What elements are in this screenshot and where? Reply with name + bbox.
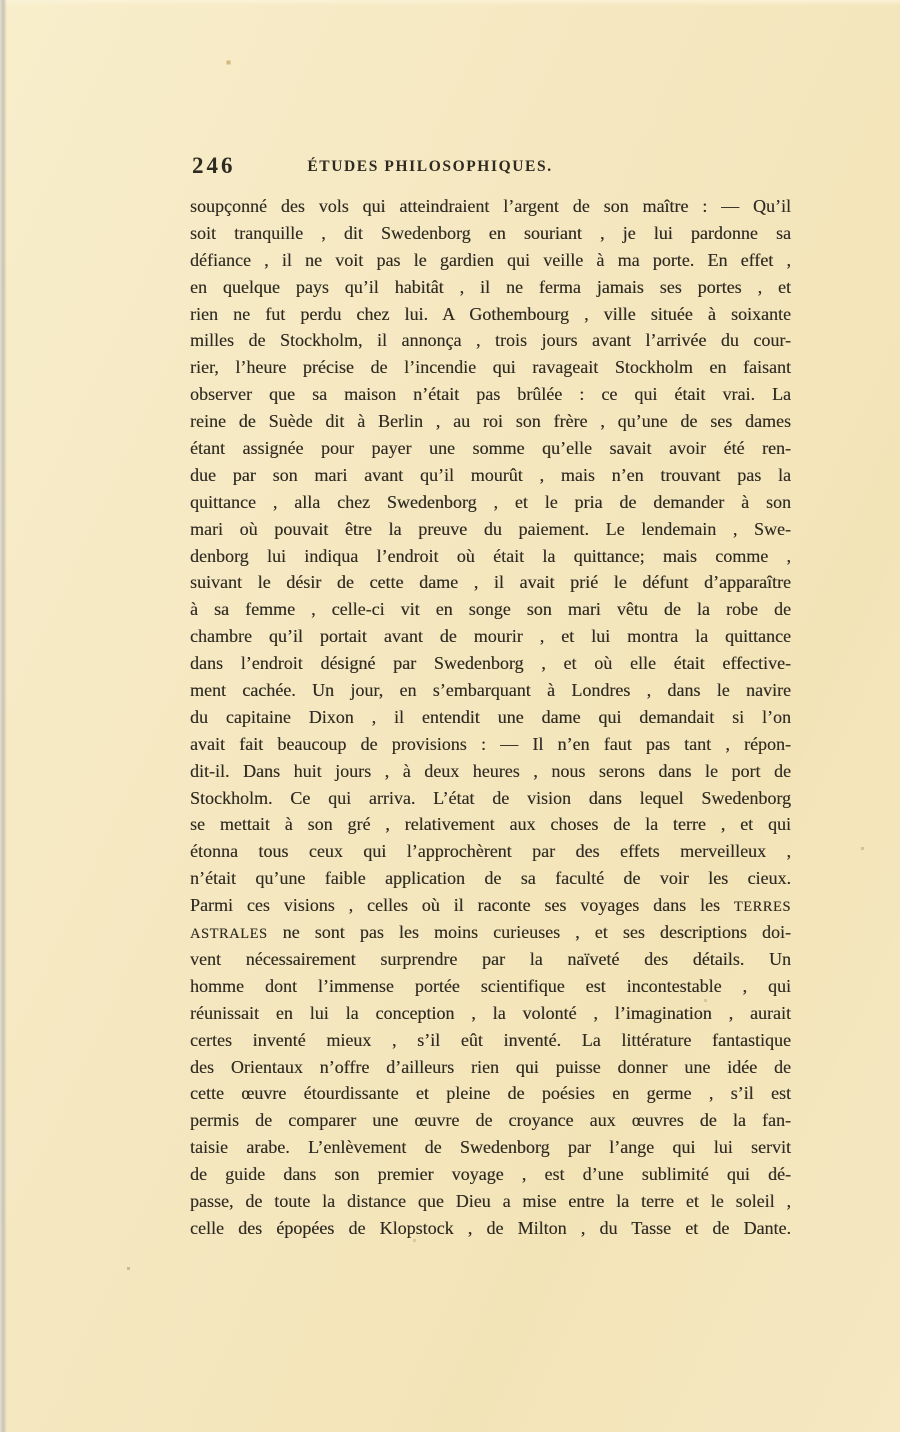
- text-line: denborg lui indiqua l’endroit où était la quittance; mais comme ,: [190, 545, 791, 566]
- text-line: Stockholm. Ce qui arriva. L’état de vision dans lequel Swedenborg: [190, 787, 791, 808]
- text-line: chambre qu’il portait avant de mourir , et lui montra la quittance: [190, 626, 791, 647]
- text-line: des Orientaux n’offre d’ailleurs rien qui puisse donner une idée de: [190, 1056, 791, 1077]
- text-line: soit tranquille , dit Swedenborg en souriant , je lui pardonne sa: [190, 222, 791, 243]
- text-line: de guide dans son premier voyage , est d’une sublimité qui dé-: [190, 1164, 791, 1185]
- page-edge-left: [0, 0, 7, 1432]
- text-line: défiance , il ne voit pas le gardien qui veille à ma porte. En effet ,: [190, 249, 791, 270]
- page-edge-top: [0, 0, 900, 6]
- page-header: [190, 152, 791, 186]
- text-line: dit-il. Dans huit jours , à deux heures , nous serons dans le port de: [190, 760, 791, 781]
- paper-speckles: [0, 0, 1, 1]
- text-line: homme dont l’immense portée scientifique est incontestable , qui: [190, 975, 791, 996]
- text-line: en quelque pays qu’il habitât , il ne ferma jamais ses portes , et: [190, 276, 791, 297]
- text-line: rien ne fut perdu chez lui. A Gothembourg , ville située à soixante: [190, 303, 791, 324]
- running-head: ÉTUDES PHILOSOPHIQUES.: [307, 158, 553, 175]
- text-line: celle des épopées de Klopstock , de Milton , du Tasse et de Dante.: [190, 1217, 791, 1238]
- text-line: du capitaine Dixon , il entendit une dame qui demandait si l’on: [190, 706, 791, 727]
- text-line: taisie arabe. L’enlèvement de Swedenborg par l’ange qui lui servit: [190, 1137, 791, 1158]
- text-line: étonna tous ceux qui l’approchèrent par des effets merveilleux ,: [190, 841, 791, 862]
- text-line: mari où pouvait être la preuve du paiement. Le lendemain , Swe-: [190, 518, 791, 539]
- text-line: réunissait en lui la conception , la volonté , l’imagination , aurait: [190, 1002, 791, 1023]
- text-line: vent nécessairement surprendre par la naïveté des détails. Un: [190, 948, 791, 969]
- text-line: quittance , alla chez Swedenborg , et le pria de demander à son: [190, 491, 791, 512]
- text-line: se mettait à son gré , relativement aux choses de la terre , et qui: [190, 814, 791, 835]
- text-line: observer que sa maison n’était pas brûlée : ce qui était vrai. La: [190, 384, 791, 405]
- text-line: à sa femme , celle-ci vit en songe son mari vêtu de la robe de: [190, 599, 791, 620]
- text-line: étant assignée pour payer une somme qu’elle savait avoir été ren-: [190, 438, 791, 459]
- text-line: dans l’endroit désigné par Swedenborg , et où elle était effective-: [190, 653, 791, 674]
- text-line: avait fait beaucoup de provisions : — Il n’en faut pas tant , répon-: [190, 733, 791, 754]
- page-number: 246: [192, 153, 236, 178]
- text-line: ASTRALES ne sont pas les moins curieuses , et ses descriptions doi-: [190, 922, 791, 943]
- text-line: permis de comparer une œuvre de croyance aux œuvres de la fan-: [190, 1110, 791, 1131]
- text-line: milles de Stockholm, il annonça , trois jours avant l’arrivée du cour-: [190, 330, 791, 351]
- text-line: suivant le désir de cette dame , il avait prié le défunt d’apparaître: [190, 572, 791, 593]
- text-line: cette œuvre étourdissante et pleine de poésies en germe , s’il est: [190, 1083, 791, 1104]
- text-line: due par son mari avant qu’il mourût , mais n’en trouvant pas la: [190, 464, 791, 485]
- text-line: rier, l’heure précise de l’incendie qui ravageait Stockholm en faisant: [190, 357, 791, 378]
- text-line: passe, de toute la distance que Dieu a mise entre la terre et le soleil ,: [190, 1190, 791, 1211]
- text-line: reine de Suède dit à Berlin , au roi son frère , qu’une de ses dames: [190, 411, 791, 432]
- text-line: n’était qu’une faible application de sa faculté de voir les cieux.: [190, 868, 791, 889]
- body-text: [190, 193, 791, 1242]
- text-line: soupçonné des vols qui atteindraient l’argent de son maître : — Qu’il: [190, 196, 791, 216]
- text-line: certes inventé mieux , s’il eût inventé. La littérature fantastique: [190, 1029, 791, 1050]
- text-line: ment cachée. Un jour, en s’embarquant à Londres , dans le navire: [190, 680, 791, 701]
- text-line: Parmi ces visions , celles où il raconte ses voyages dans les TERRES: [190, 895, 791, 916]
